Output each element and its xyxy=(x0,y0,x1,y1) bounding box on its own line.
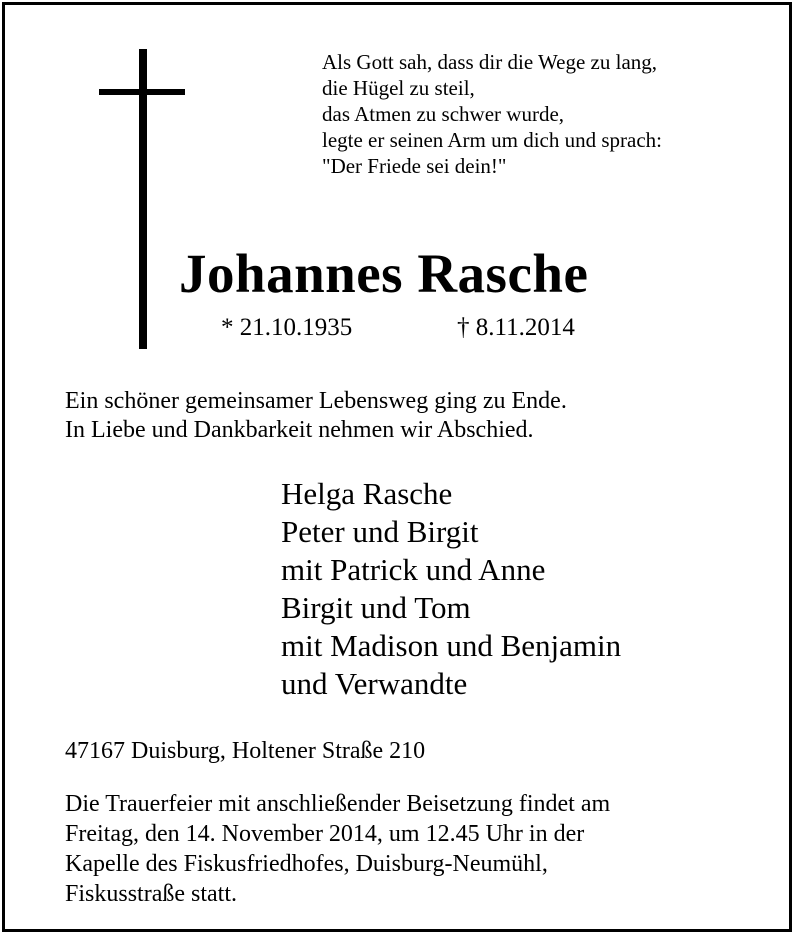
farewell-text xyxy=(65,387,567,445)
death-date: † 8.11.2014 xyxy=(457,314,575,341)
family-address: 47167 Duisburg, Holtener Straße 210 xyxy=(65,738,426,764)
poem-line: "Der Friede sei dein!" xyxy=(322,154,507,178)
farewell-line: In Liebe und Dankbarkeit nehmen wir Abschied. xyxy=(65,417,534,443)
mourner-entry: Peter und Birgit xyxy=(281,514,479,549)
poem-line: die Hügel zu steil, xyxy=(322,76,475,100)
mourner-entry: Birgit und Tom xyxy=(281,590,471,625)
obituary-notice xyxy=(2,2,792,932)
funeral-line: Fiskusstraße statt. xyxy=(65,881,237,907)
mourner-entry: und Verwandte xyxy=(281,666,468,701)
poem-line: Als Gott sah, dass dir die Wege zu lang, xyxy=(322,50,658,74)
mourners-list xyxy=(281,475,621,703)
poem xyxy=(322,49,662,179)
poem-line: legte er seinen Arm um dich und sprach: xyxy=(322,128,662,152)
mourner-entry: Helga Rasche xyxy=(281,476,453,511)
mourner-entry: mit Patrick und Anne xyxy=(281,552,546,587)
cross-horizontal-bar xyxy=(99,89,185,95)
funeral-details xyxy=(65,789,610,909)
funeral-line: Kapelle des Fiskusfriedhofes, Duisburg-Neumühl, xyxy=(65,851,548,877)
farewell-line: Ein schöner gemeinsamer Lebensweg ging zu Ende. xyxy=(65,388,567,414)
poem-line: das Atmen zu schwer wurde, xyxy=(322,102,565,126)
funeral-line: Freitag, den 14. November 2014, um 12.45 Uhr in der xyxy=(65,821,585,847)
deceased-name: Johannes Rasche xyxy=(179,243,589,304)
funeral-line: Die Trauerfeier mit anschließender Beisetzung findet am xyxy=(65,791,611,817)
birth-date: * 21.10.1935 xyxy=(221,314,353,341)
mourner-entry: mit Madison und Benjamin xyxy=(281,628,622,663)
